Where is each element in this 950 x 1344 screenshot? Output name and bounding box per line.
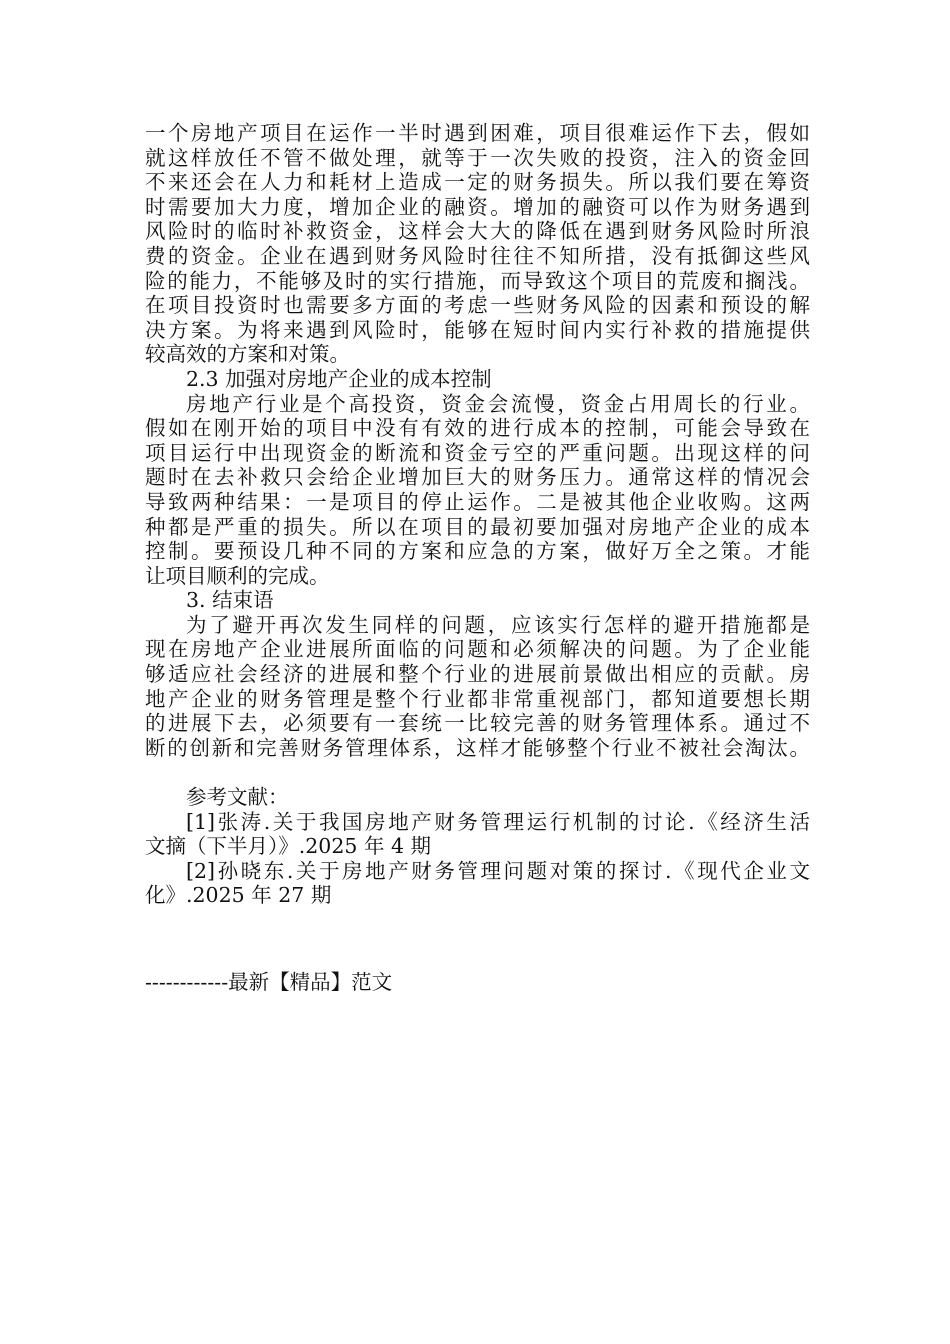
text-line: 决方案。为将来遇到风险时，能够在短时间内实行补救的措施提供	[145, 317, 810, 342]
text-line: 险的能力，不能够及时的实行措施，而导致这个项目的荒废和搁浅。	[145, 268, 810, 293]
text-line: 时需要加大力度，增加企业的融资。增加的融资可以作为财务遇到	[145, 194, 810, 219]
text-line: 在项目投资时也需要多方面的考虑一些财务风险的因素和预设的解	[145, 293, 810, 318]
text-line: 地产企业的财务管理是整个行业都非常重视部门，都知道要想长期	[145, 686, 810, 711]
text-line: 断的创新和完善财务管理体系，这样才能够整个行业不被社会淘汰。	[145, 735, 810, 760]
text-line: 风险时的临时补救资金，这样会大大的降低在遇到财务风险时所浪	[145, 219, 810, 244]
text-line: 较高效的方案和对策。	[145, 342, 350, 367]
paragraph-financing	[145, 121, 810, 367]
text-line: 让项目顺利的完成。	[145, 563, 330, 588]
paragraph-cost-control	[145, 392, 810, 589]
text-line: 为了避开再次发生同样的问题，应该实行怎样的避开措施都是	[186, 612, 810, 637]
text-line: 的进展下去，必须要有一套统一比较完善的财务管理体系。通过不	[145, 711, 810, 736]
blank-line	[145, 760, 810, 785]
reference-item-continued: 文摘（下半月）》.2025 年 4 期	[145, 834, 432, 859]
text-line: 现在房地产企业进展所面临的问题和必须解决的问题。为了企业能	[145, 637, 810, 662]
document-body	[145, 121, 810, 908]
text-line: 就这样放任不管不做处理，就等于一次失败的投资，注入的资金回	[145, 145, 810, 170]
reference-item-continued: 化》.2025 年 27 期	[145, 883, 332, 908]
text-line: 控制。要预设几种不同的方案和应急的方案，做好万全之策。才能	[145, 539, 810, 564]
text-line: 题时在去补救只会给企业增加巨大的财务压力。通常这样的情况会	[145, 465, 810, 490]
text-line: 一个房地产项目在运作一半时遇到困难，项目很难运作下去，假如	[145, 121, 810, 145]
reference-item: [2]孙晓东.关于房地产财务管理问题对策的探讨.《现代企业文	[186, 858, 810, 883]
reference-list	[145, 810, 810, 908]
text-line: 够适应社会经济的进展和整个行业的进展前景做出相应的贡献。房	[145, 662, 810, 687]
footer-banner: ------------最新【精品】范文	[145, 970, 393, 994]
text-line: 费的资金。企业在遇到财务风险时往往不知所措，没有抵御这些风	[145, 243, 810, 268]
text-line: 种都是严重的损失。所以在项目的最初要加强对房地产企业的成本	[145, 514, 810, 539]
text-line: 假如在刚开始的项目中没有有效的进行成本的控制，可能会导致在	[145, 416, 810, 441]
text-line: 不来还会在人力和耗材上造成一定的财务损失。所以我们要在筹资	[145, 170, 810, 195]
reference-item: [1]张涛.关于我国房地产财务管理运行机制的讨论.《经济生活	[186, 809, 810, 834]
paragraph-conclusion	[145, 613, 810, 761]
section-heading-2-3: 2.3 加强对房地产企业的成本控制	[186, 366, 492, 391]
text-line: 项目运行中出现资金的断流和资金亏空的严重问题。出现这样的问	[145, 440, 810, 465]
text-line: 导致两种结果：一是项目的停止运作。二是被其他企业收购。这两	[145, 489, 810, 514]
section-heading-3: 3. 结束语	[186, 588, 274, 613]
text-line: 房地产行业是个高投资，资金会流慢，资金占用周长的行业。	[186, 391, 810, 416]
references-title: 参考文献：	[186, 785, 289, 810]
